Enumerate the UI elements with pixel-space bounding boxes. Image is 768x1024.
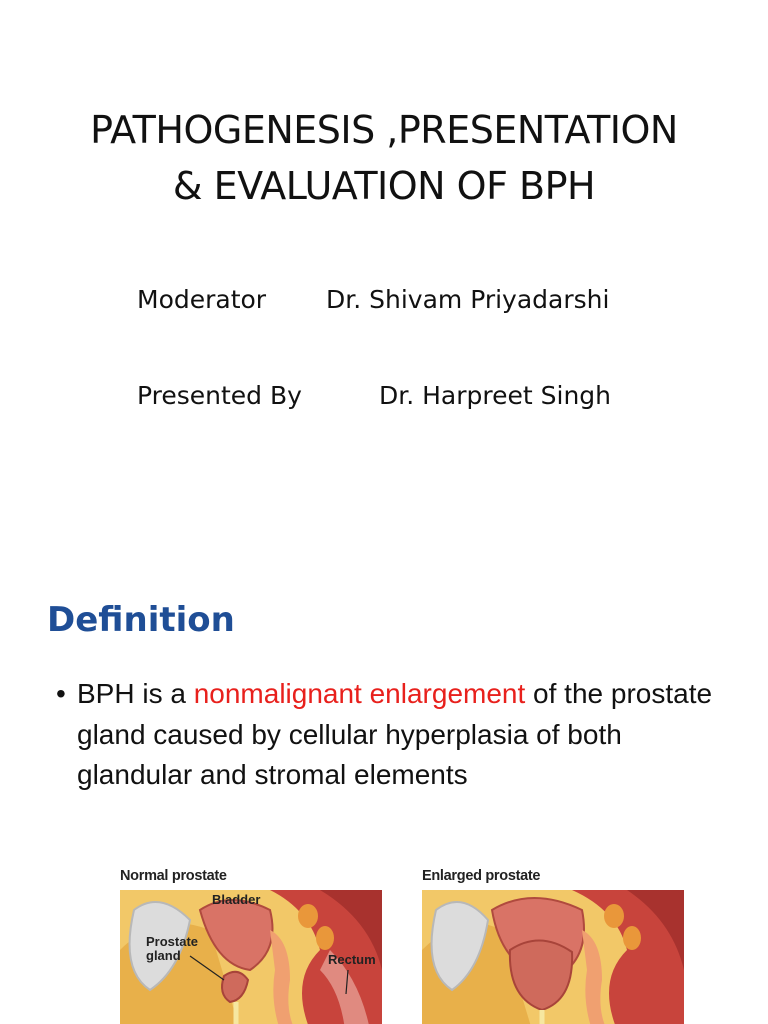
presenter-name: Dr. Harpreet Singh: [379, 381, 612, 410]
moderator-row: [137, 285, 657, 319]
definition-slide: [0, 576, 768, 1024]
normal-prostate-figure: [118, 866, 386, 1024]
title-line-2: & EVALUATION OF BPH: [172, 164, 596, 208]
bullet-text-after: of the prostate gland caused by cellular hyperplasia of both glandular and stromal elements: [77, 678, 713, 790]
normal-prostate-caption: Normal prostate: [120, 868, 227, 884]
bullet-text-before: BPH is a: [77, 678, 194, 709]
presentation-title: [0, 102, 768, 214]
bullet-marker: •: [56, 678, 66, 709]
definition-bullet: [56, 674, 736, 796]
bullet-text: [77, 674, 736, 796]
title-line-1: PATHOGENESIS ,PRESENTATION: [90, 108, 678, 152]
enlarged-prostate-caption: Enlarged prostate: [422, 868, 541, 884]
slide-heading: Definition: [47, 600, 235, 640]
moderator-label: Moderator: [137, 285, 267, 314]
normal-prostate-illustration: [120, 890, 382, 1024]
enlarged-prostate-illustration: [422, 890, 684, 1024]
enlarged-prostate-figure: [420, 866, 688, 1024]
presenter-label: Presented By: [137, 381, 302, 410]
rectum-label: Rectum: [328, 952, 376, 967]
prostate-gland-label-line2: gland: [146, 948, 181, 963]
moderator-name: Dr. Shivam Priyadarshi: [326, 285, 610, 314]
highlighted-term: nonmalignant enlargement: [193, 678, 526, 709]
prostate-gland-label-line1: Prostate: [146, 934, 199, 949]
bladder-label: Bladder: [212, 892, 261, 907]
presenter-row: [137, 381, 657, 415]
